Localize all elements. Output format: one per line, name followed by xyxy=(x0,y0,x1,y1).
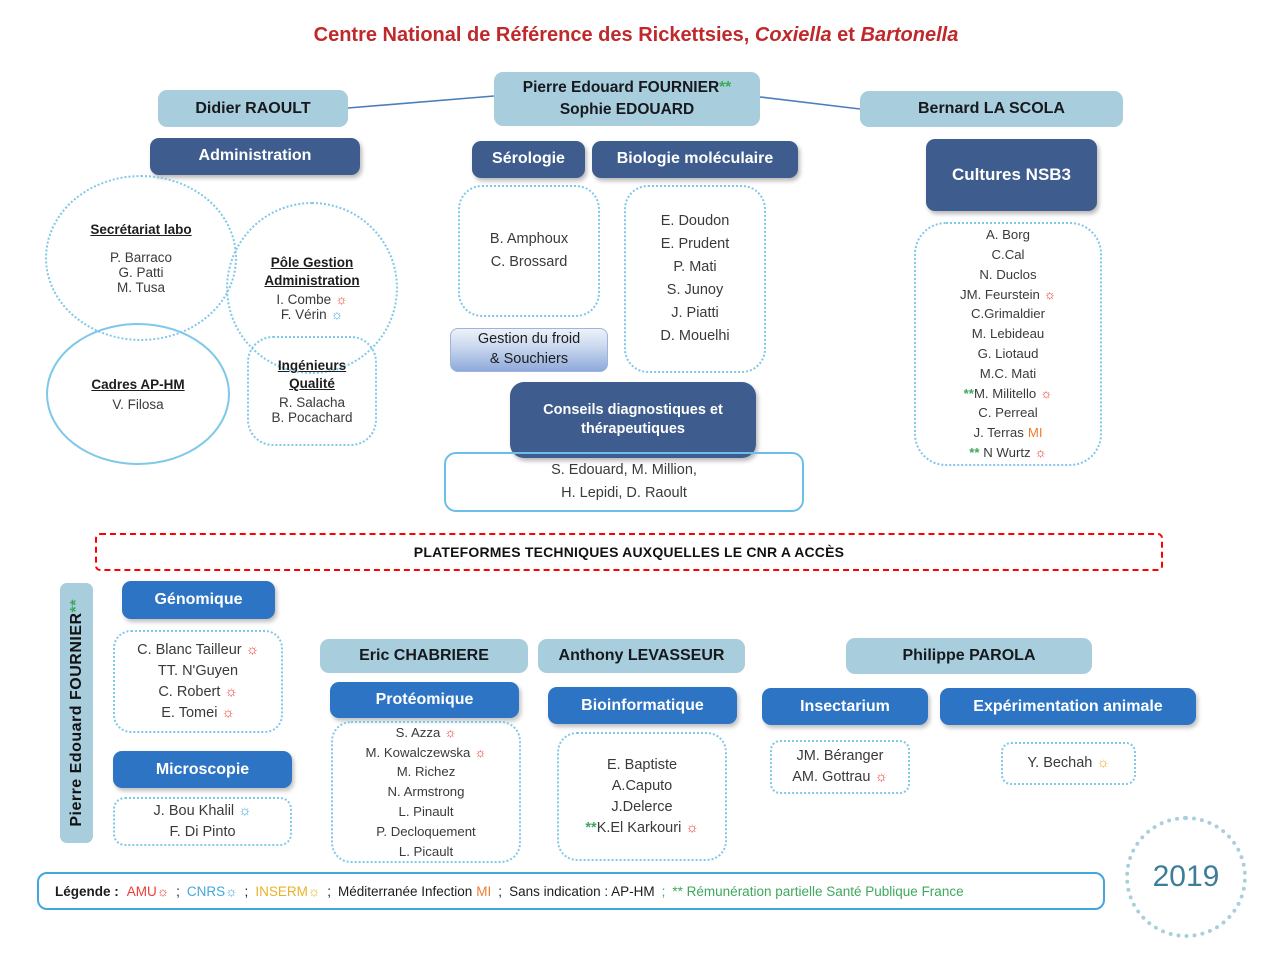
proteomique-header xyxy=(330,682,519,718)
ingenieurs-qualite-box xyxy=(247,336,377,446)
person-name: M. Richez xyxy=(396,764,456,780)
amu-sun-icon: ☼ xyxy=(444,724,457,740)
legend-separator: ; xyxy=(327,883,331,899)
conseils-people-box xyxy=(444,452,804,512)
person-name: E. Tomei ☼ xyxy=(161,704,235,721)
person-name: C. Blanc Tailleur ☼ xyxy=(137,641,259,658)
microscopie-header xyxy=(113,751,292,788)
fournier-vertical-name: Pierre Edouard FOURNIER xyxy=(67,612,85,827)
amu-sun-icon: ☼ xyxy=(474,744,487,760)
biologie-people xyxy=(660,210,729,348)
anthony-levasseur-label: Anthony LEVASSEUR xyxy=(558,647,725,665)
bernard-lascola-box xyxy=(860,91,1123,127)
bernard-lascola-label: Bernard LA SCOLA xyxy=(918,100,1065,118)
person-name: M. Lebideau xyxy=(971,326,1045,342)
person-name: **K.El Karkouri ☼ xyxy=(585,819,699,836)
experimentation-header xyxy=(940,688,1196,725)
person-name: A.Caputo xyxy=(611,777,673,794)
cnrs-sun-icon: ☼ xyxy=(238,802,252,819)
person-name: C. Perreal xyxy=(978,405,1038,421)
person-name: B. Pocachard xyxy=(271,410,353,426)
genomique-label: Génomique xyxy=(154,591,243,608)
anthony-levasseur-box xyxy=(538,639,745,673)
person-name: **M. Militello ☼ xyxy=(963,385,1053,401)
eric-chabriere-box xyxy=(320,639,528,673)
person-name: F. Vérin ☼ xyxy=(280,307,344,323)
legend-aphm: Sans indication : AP-HM xyxy=(509,883,655,899)
plateformes-banner xyxy=(95,533,1163,571)
gestion-froid-box xyxy=(450,328,608,372)
legend-mi-tag: MI xyxy=(476,883,492,899)
serologie-people-box xyxy=(458,185,600,317)
person-name: B. Amphoux xyxy=(489,231,569,247)
ingenieurs-qualite-people xyxy=(271,395,352,425)
pole-gestion-people xyxy=(276,292,347,322)
person-name: P. Barraco xyxy=(109,249,173,265)
person-name: M.C. Mati xyxy=(979,365,1037,381)
gestion-froid-line1: Gestion du froid xyxy=(477,331,581,348)
conseils-people-line2: H. Lepidi, D. Raoult xyxy=(561,485,687,501)
person-name: L. Pinault xyxy=(398,803,454,819)
amu-sun-icon: ☼ xyxy=(685,819,699,836)
amu-sun-icon: ☼ xyxy=(156,883,170,899)
ingenieurs-title-line2: Qualité xyxy=(289,376,335,391)
genomique-people xyxy=(137,640,259,724)
philippe-parola-label: Philippe PAROLA xyxy=(902,647,1036,665)
person-name: JM. Feurstein ☼ xyxy=(960,286,1056,302)
amu-sun-icon: ☼ xyxy=(245,641,259,658)
amu-sun-icon: ☼ xyxy=(221,704,235,721)
person-name: E. Baptiste xyxy=(606,756,678,773)
cadres-aphm-ellipse xyxy=(46,323,230,465)
legend-separator: ; xyxy=(498,883,503,899)
person-name: C. Brossard xyxy=(490,254,568,270)
person-name: C. Robert ☼ xyxy=(158,683,238,700)
partial-funding-stars: ** xyxy=(585,819,597,836)
administration-label: Administration xyxy=(198,147,312,165)
didier-raoult-box xyxy=(158,90,348,127)
legend-mi-text: Méditerranée Infection xyxy=(337,883,473,899)
amu-sun-icon: ☼ xyxy=(1040,385,1053,401)
legend-label: Légende : xyxy=(55,883,119,899)
fournier-vertical-bar xyxy=(60,583,93,843)
legend-cnrs: CNRS xyxy=(186,883,226,899)
microscopie-people-box xyxy=(113,797,292,846)
serologie-header xyxy=(472,141,585,178)
person-name: J. Bou Khalil ☼ xyxy=(153,802,252,819)
cnrs-sun-icon: ☼ xyxy=(225,883,238,899)
ingenieurs-title-line1: Ingénieurs xyxy=(277,357,347,373)
amu-sun-icon: ☼ xyxy=(874,769,888,785)
eric-chabriere-label: Eric CHABRIERE xyxy=(359,647,489,665)
conseils-header xyxy=(510,382,756,458)
plateformes-label: PLATEFORMES TECHNIQUES AUXQUELLES LE CNR A ACCÈS xyxy=(413,544,845,560)
person-name: R. Salacha xyxy=(278,395,346,411)
person-name: I. Combe ☼ xyxy=(276,292,348,308)
insectarium-people xyxy=(792,746,887,788)
person-name: C.Grimaldier xyxy=(970,306,1045,322)
serologie-people xyxy=(490,228,568,274)
partial-funding-stars: ** xyxy=(963,385,974,401)
microscopie-people xyxy=(154,801,252,843)
fournier-vertical-stars: ** xyxy=(67,599,85,613)
genomique-header xyxy=(122,581,275,619)
bioinformatique-header xyxy=(548,687,737,724)
fournier-line xyxy=(523,77,731,99)
cultures-people xyxy=(960,225,1056,463)
person-name: M. Kowalczewska ☼ xyxy=(365,744,487,760)
microscopie-label: Microscopie xyxy=(155,760,250,778)
conseils-label-line1: Conseils diagnostiques et xyxy=(543,402,723,419)
page-title xyxy=(0,24,1272,47)
pole-gestion-title xyxy=(264,254,359,290)
person-name: S. Azza ☼ xyxy=(395,724,457,740)
person-name: N. Duclos xyxy=(979,266,1037,282)
amu-sun-icon: ☼ xyxy=(224,683,238,700)
person-name: E. Doudon xyxy=(660,213,730,229)
person-name: P. Decloquement xyxy=(376,823,476,839)
insectarium-label: Insectarium xyxy=(800,697,890,715)
legend-inserm: INSERM xyxy=(255,883,308,899)
mi-tag: MI xyxy=(1027,425,1043,441)
cadres-aphm-people xyxy=(112,397,163,412)
proteomique-people xyxy=(366,723,487,862)
proteomique-label: Protéomique xyxy=(375,691,474,708)
cultures-nsb3-header xyxy=(926,139,1097,211)
legend-amu: AMU xyxy=(126,883,157,899)
title-et: et xyxy=(831,24,861,46)
person-name: JM. Béranger xyxy=(796,748,884,764)
person-name: C.Cal xyxy=(991,247,1025,263)
fournier-edouard-box xyxy=(494,72,760,126)
insectarium-people-box xyxy=(770,740,910,794)
person-name: E. Prudent xyxy=(660,236,730,252)
person-name: V. Filosa xyxy=(112,396,164,412)
person-name: J. Terras MI xyxy=(973,425,1043,441)
cnrs-sun-icon: ☼ xyxy=(330,307,344,323)
didier-raoult-label: Didier RAOULT xyxy=(195,99,311,117)
conseils-people-line1: S. Edouard, M. Million, xyxy=(551,462,697,478)
inserm-sun-icon: ☼ xyxy=(1096,755,1110,771)
person-name: J. Piatti xyxy=(671,305,719,321)
person-name: AM. Gottrau ☼ xyxy=(792,769,888,785)
experimentation-people-box xyxy=(1001,742,1136,785)
cadres-aphm-title: Cadres AP-HM xyxy=(91,377,185,393)
person-name: N. Armstrong xyxy=(387,784,465,800)
person-name: P. Mati xyxy=(673,259,717,275)
experimentation-people xyxy=(1027,753,1109,774)
person-name: S. Junoy xyxy=(666,282,724,298)
insectarium-header xyxy=(762,688,928,725)
person-name: J.Delerce xyxy=(611,798,673,815)
year-label: 2019 xyxy=(1152,860,1220,893)
genomique-people-box xyxy=(113,630,283,733)
person-name: ** N Wurtz ☼ xyxy=(969,444,1047,460)
amu-sun-icon: ☼ xyxy=(335,292,348,308)
legend-separator: ; xyxy=(176,883,180,899)
person-name: D. Mouelhi xyxy=(660,328,730,344)
ingenieurs-qualite-title xyxy=(278,357,346,393)
year-circle xyxy=(1125,816,1247,938)
secretariat-labo-circle xyxy=(45,175,237,341)
biologie-moleculaire-label: Biologie moléculaire xyxy=(616,150,774,168)
bioinformatique-people-box xyxy=(557,732,727,861)
connector-fournier-lascola xyxy=(760,97,860,109)
bioinformatique-people xyxy=(585,755,698,839)
amu-sun-icon: ☼ xyxy=(1034,444,1047,460)
partial-funding-stars: ** xyxy=(969,444,980,460)
person-name: M. Tusa xyxy=(116,279,165,295)
person-name: L. Picault xyxy=(398,843,454,859)
legend-separator: ; xyxy=(661,883,666,899)
cultures-nsb3-label: Cultures NSB3 xyxy=(951,164,1072,184)
biologie-moleculaire-header xyxy=(592,141,798,178)
gestion-froid-line2: & Souchiers xyxy=(489,351,569,367)
administration-header xyxy=(150,138,360,175)
secretariat-labo-people xyxy=(110,250,172,295)
sophie-edouard-name: Sophie EDOUARD xyxy=(559,101,695,118)
conseils-label-line2: thérapeutiques xyxy=(581,421,685,437)
title-text: Centre National de Référence des Rickettsies, xyxy=(313,24,755,46)
fournier-name: Pierre Edouard FOURNIER xyxy=(522,78,720,96)
title-bartonella: Bartonella xyxy=(860,24,959,46)
cultures-people-box xyxy=(914,222,1102,466)
connector-raoult-fournier xyxy=(348,96,494,108)
pole-gestion-title-line1: Pôle Gestion xyxy=(270,254,354,270)
title-coxiella: Coxiella xyxy=(754,24,832,46)
fournier-stars: ** xyxy=(719,78,732,96)
legend-separator: ; xyxy=(244,883,249,899)
legend-box xyxy=(37,872,1105,910)
inserm-sun-icon: ☼ xyxy=(307,883,321,899)
person-name: Y. Bechah ☼ xyxy=(1027,755,1110,771)
bioinformatique-label: Bioinformatique xyxy=(581,696,704,714)
secretariat-labo-title: Secrétariat labo xyxy=(90,222,192,238)
person-name: G. Patti xyxy=(118,264,164,280)
person-name: A. Borg xyxy=(986,227,1030,243)
biologie-people-box xyxy=(624,185,766,373)
amu-sun-icon: ☼ xyxy=(1043,286,1056,302)
fournier-vertical-text xyxy=(68,599,86,827)
person-name: G. Liotaud xyxy=(977,346,1039,361)
philippe-parola-box xyxy=(846,638,1092,674)
legend-stars-note: ** Rémunération partielle Santé Publique France xyxy=(672,883,964,899)
serologie-label: Sérologie xyxy=(492,150,565,168)
proteomique-people-box xyxy=(331,721,521,863)
person-name: TT. N'Guyen xyxy=(157,662,239,679)
person-name: F. Di Pinto xyxy=(169,823,236,840)
experimentation-label: Expérimentation animale xyxy=(973,697,1163,715)
pole-gestion-title-line2: Administration xyxy=(264,273,360,288)
